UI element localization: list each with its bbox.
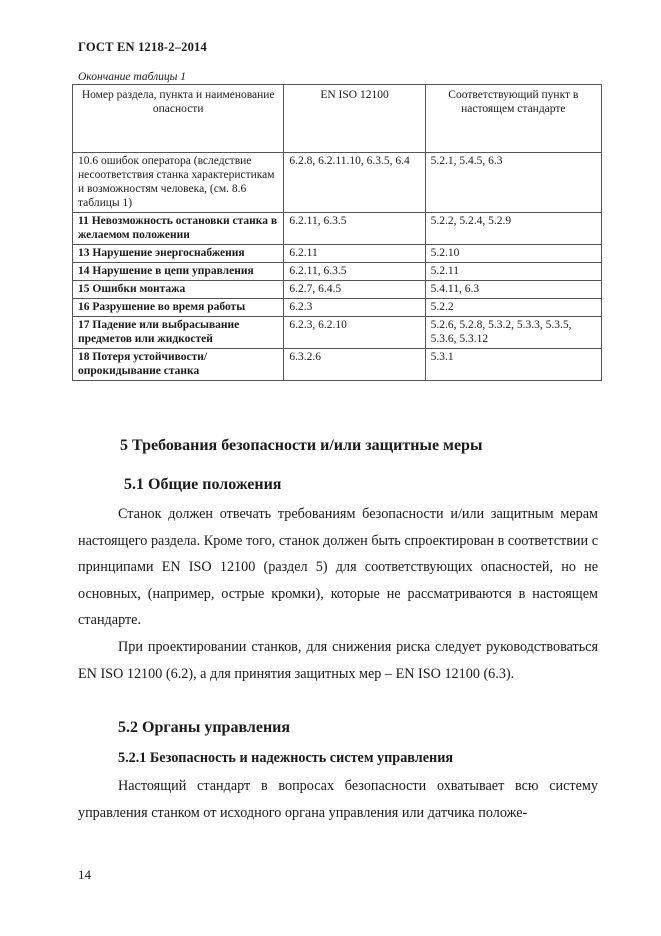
table-header-row <box>73 85 602 153</box>
table-row <box>73 213 602 245</box>
clause-reference-cell: 5.2.6, 5.2.8, 5.3.2, 5.3.3, 5.3.5, 5.3.6, 5.3.12 <box>425 317 601 349</box>
clause-reference-cell: 5.3.1 <box>425 349 601 381</box>
table-caption: Окончание таблицы 1 <box>78 71 186 83</box>
iso-reference-cell: 6.2.8, 6.2.11.10, 6.3.5, 6.4 <box>284 153 425 213</box>
column-header-hazard: Номер раздела, пункта и наименование опасности <box>73 85 284 153</box>
column-header-clause: Соответствующий пункт в настоящем стандарте <box>425 85 601 153</box>
page-number: 14 <box>78 867 91 882</box>
section-5-1-title: 5.1 Общие положения <box>124 476 282 493</box>
table-body <box>73 153 602 381</box>
iso-reference-cell: 6.3.2.6 <box>284 349 425 381</box>
table-row <box>73 281 602 299</box>
table-row <box>73 153 602 213</box>
section-5-2-1-title: 5.2.1 Безопасность и надежность систем управления <box>118 750 454 766</box>
section-5-1-paragraph-2 <box>78 634 598 687</box>
table-row <box>73 349 602 381</box>
hazard-cell: 18 Потеря устойчивости/опрокидывание станка <box>73 349 284 381</box>
clause-reference-cell: 5.4.11, 6.3 <box>425 281 601 299</box>
clause-reference-cell: 5.2.2, 5.2.4, 5.2.9 <box>425 213 601 245</box>
section-5-2-1-paragraph-1 <box>78 773 598 826</box>
table-row <box>73 245 602 263</box>
document-header: ГОСТ EN 1218-2–2014 <box>78 40 207 54</box>
table-row <box>73 263 602 281</box>
section-5-title: 5 Требования безопасности и/или защитные меры <box>120 437 483 454</box>
iso-reference-cell: 6.2.11 <box>284 245 425 263</box>
hazard-cell: 13 Нарушение энергоснабжения <box>73 245 284 263</box>
section-5-2-title: 5.2 Органы управления <box>118 719 291 736</box>
hazard-cell: 15 Ошибки монтажа <box>73 281 284 299</box>
table-row <box>73 317 602 349</box>
iso-reference-cell: 6.2.7, 6.4.5 <box>284 281 425 299</box>
clause-reference-cell: 5.2.10 <box>425 245 601 263</box>
iso-reference-cell: 6.2.11, 6.3.5 <box>284 263 425 281</box>
iso-reference-cell: 6.2.11, 6.3.5 <box>284 213 425 245</box>
section-5-1-paragraph-1 <box>78 501 598 634</box>
section-5-2-1-paragraph-1-text: Настоящий стандарт в вопросах безопасности охватывает всю систему управления станком от исходного органа управления или датчика положе- <box>78 778 598 821</box>
clause-reference-cell: 5.2.1, 5.4.5, 6.3 <box>425 153 601 213</box>
clause-reference-cell: 5.2.11 <box>425 263 601 281</box>
hazard-cell: 14 Нарушение в цепи управления <box>73 263 284 281</box>
hazard-cell: 17 Падение или выбрасывание предметов или жидкостей <box>73 317 284 349</box>
column-header-iso: EN ISO 12100 <box>284 85 425 153</box>
hazards-table <box>72 84 602 381</box>
clause-reference-cell: 5.2.2 <box>425 299 601 317</box>
hazard-cell: 10.6 ошибок оператора (вследствие несоответствия станка характеристикам и возможностям человека, (см. 8.6 таблицы 1) <box>73 153 284 213</box>
hazard-cell: 16 Разрушение во время работы <box>73 299 284 317</box>
iso-reference-cell: 6.2.3, 6.2.10 <box>284 317 425 349</box>
section-5-1-paragraph-2-text: При проектировании станков, для снижения риска следует руководствоваться EN ISO 12100 (6.2), а для принятия защитных мер – EN ISO 12100 (6.3). <box>78 639 598 682</box>
table-row <box>73 299 602 317</box>
iso-reference-cell: 6.2.3 <box>284 299 425 317</box>
section-5-1-paragraph-1-text: Станок должен отвечать требованиям безопасности и/или защитным мерам настоящего раздела. Кроме того, станок должен быть спроектирован в соответствии с принципами EN ISO 12100 (раздел 5) для соответствующих опасностей, но не основных, (например, острые кромки), которые не рассматриваются в настоящем стандарте. <box>78 506 598 628</box>
hazard-cell: 11 Невозможность остановки станка в желаемом положении <box>73 213 284 245</box>
